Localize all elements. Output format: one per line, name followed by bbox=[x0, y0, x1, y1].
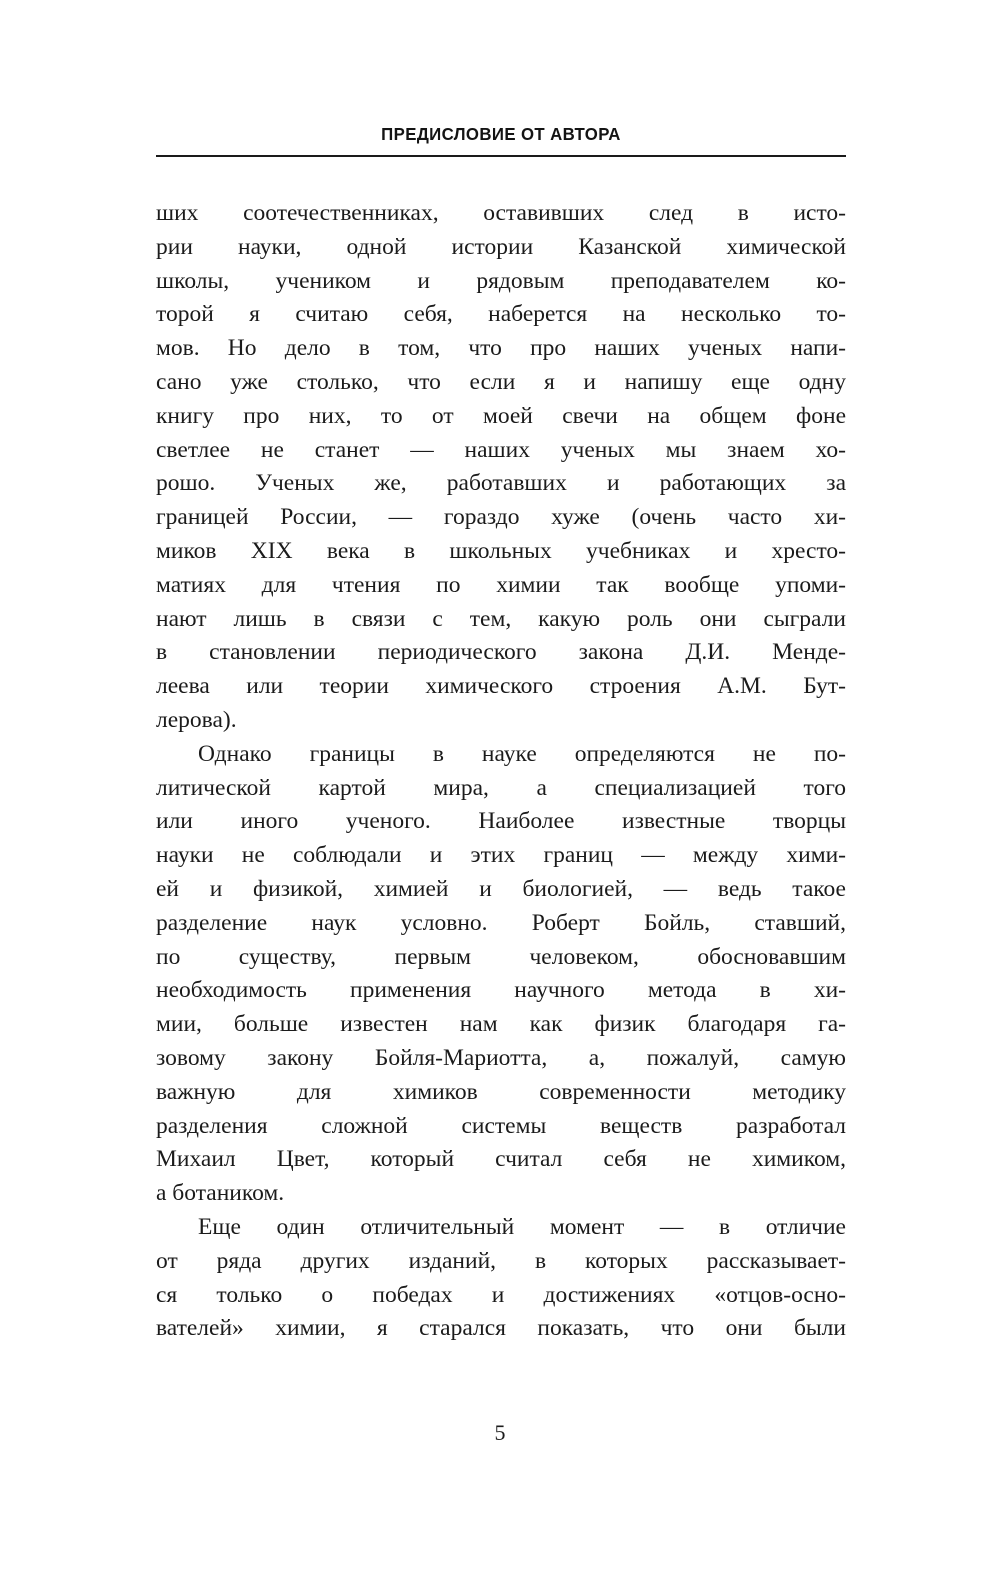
text-line: ей и физикой, химией и биологией, — ведь такое bbox=[156, 875, 846, 902]
body-text bbox=[156, 197, 846, 1346]
text-line: науки не соблюдали и этих границ — между хими- bbox=[156, 842, 846, 869]
text-line: школы, учеником и рядовым преподавателем ко- bbox=[156, 267, 846, 294]
text-line: в становлении периодического закона Д.И. Менде- bbox=[156, 639, 846, 666]
page-title: ПРЕДИСЛОВИЕ ОТ АВТОРА bbox=[381, 124, 621, 144]
text-line: нают лишь в связи с тем, какую роль они сыграли bbox=[156, 605, 846, 632]
text-line: Однако границы в науке определяются не по- bbox=[198, 740, 846, 767]
text-line: книгу про них, то от моей свечи на общем фоне bbox=[156, 402, 846, 429]
text-line: границей России, — гораздо хуже (очень часто хи- bbox=[156, 504, 846, 531]
text-line: литической картой мира, а специализацией того bbox=[156, 774, 846, 801]
text-line: необходимость применения научного метода в хи- bbox=[156, 977, 846, 1004]
text-line: вателей» химии, я старался показать, что они были bbox=[156, 1315, 846, 1342]
text-line: рии науки, одной истории Казанской химической bbox=[156, 233, 846, 260]
text-line: разделения сложной системы веществ разработал bbox=[156, 1112, 846, 1139]
text-line: матиях для чтения по химии так вообще упоми- bbox=[156, 571, 846, 598]
text-line: торой я считаю себя, наберется на несколько то- bbox=[156, 301, 846, 328]
text-line: миков XIX века в школьных учебниках и хресто- bbox=[156, 537, 846, 564]
text-line: мии, больше известен нам как физик благодаря га- bbox=[156, 1011, 846, 1038]
header-rule bbox=[156, 155, 846, 157]
page-number: 5 bbox=[494, 1420, 506, 1445]
paragraph bbox=[156, 197, 846, 738]
text-line: Михаил Цвет, который считал себя не химиком, bbox=[156, 1146, 846, 1173]
text-line: по существу, первым человеком, обосновавшим bbox=[156, 943, 846, 970]
paragraph bbox=[156, 1211, 846, 1346]
text-line: Еще один отличительный момент — в отличие bbox=[198, 1213, 846, 1240]
text-line: мов. Но дело в том, что про наших ученых напи- bbox=[156, 335, 846, 362]
text-line: сано уже столько, что если я и напишу еще одну bbox=[156, 368, 846, 395]
paragraph bbox=[156, 738, 846, 1211]
text-line: или иного ученого. Наиболее известные творцы bbox=[156, 808, 846, 835]
text-line: леева или теории химического строения А.М. Бут- bbox=[156, 673, 846, 700]
text-line: от ряда других изданий, в которых рассказывает- bbox=[156, 1247, 846, 1274]
text-line: лерова). bbox=[156, 706, 237, 733]
text-line: ших соотечественниках, оставивших след в исто- bbox=[156, 200, 846, 226]
text-line: а ботаником. bbox=[156, 1180, 285, 1207]
text-line: разделение наук условно. Роберт Бойль, ставший, bbox=[156, 909, 846, 936]
text-line: ся только о победах и достижениях «отцов-осно- bbox=[156, 1281, 846, 1308]
text-line: важную для химиков современности методику bbox=[156, 1078, 846, 1105]
text-line: светлее не станет — наших ученых мы знаем хо- bbox=[156, 436, 846, 463]
chapter-header bbox=[156, 124, 846, 157]
text-line: рошо. Ученых же, работавших и работающих за bbox=[156, 470, 846, 497]
text-line: зовому закону Бойля-Мариотта, а, пожалуй, самую bbox=[156, 1044, 846, 1071]
